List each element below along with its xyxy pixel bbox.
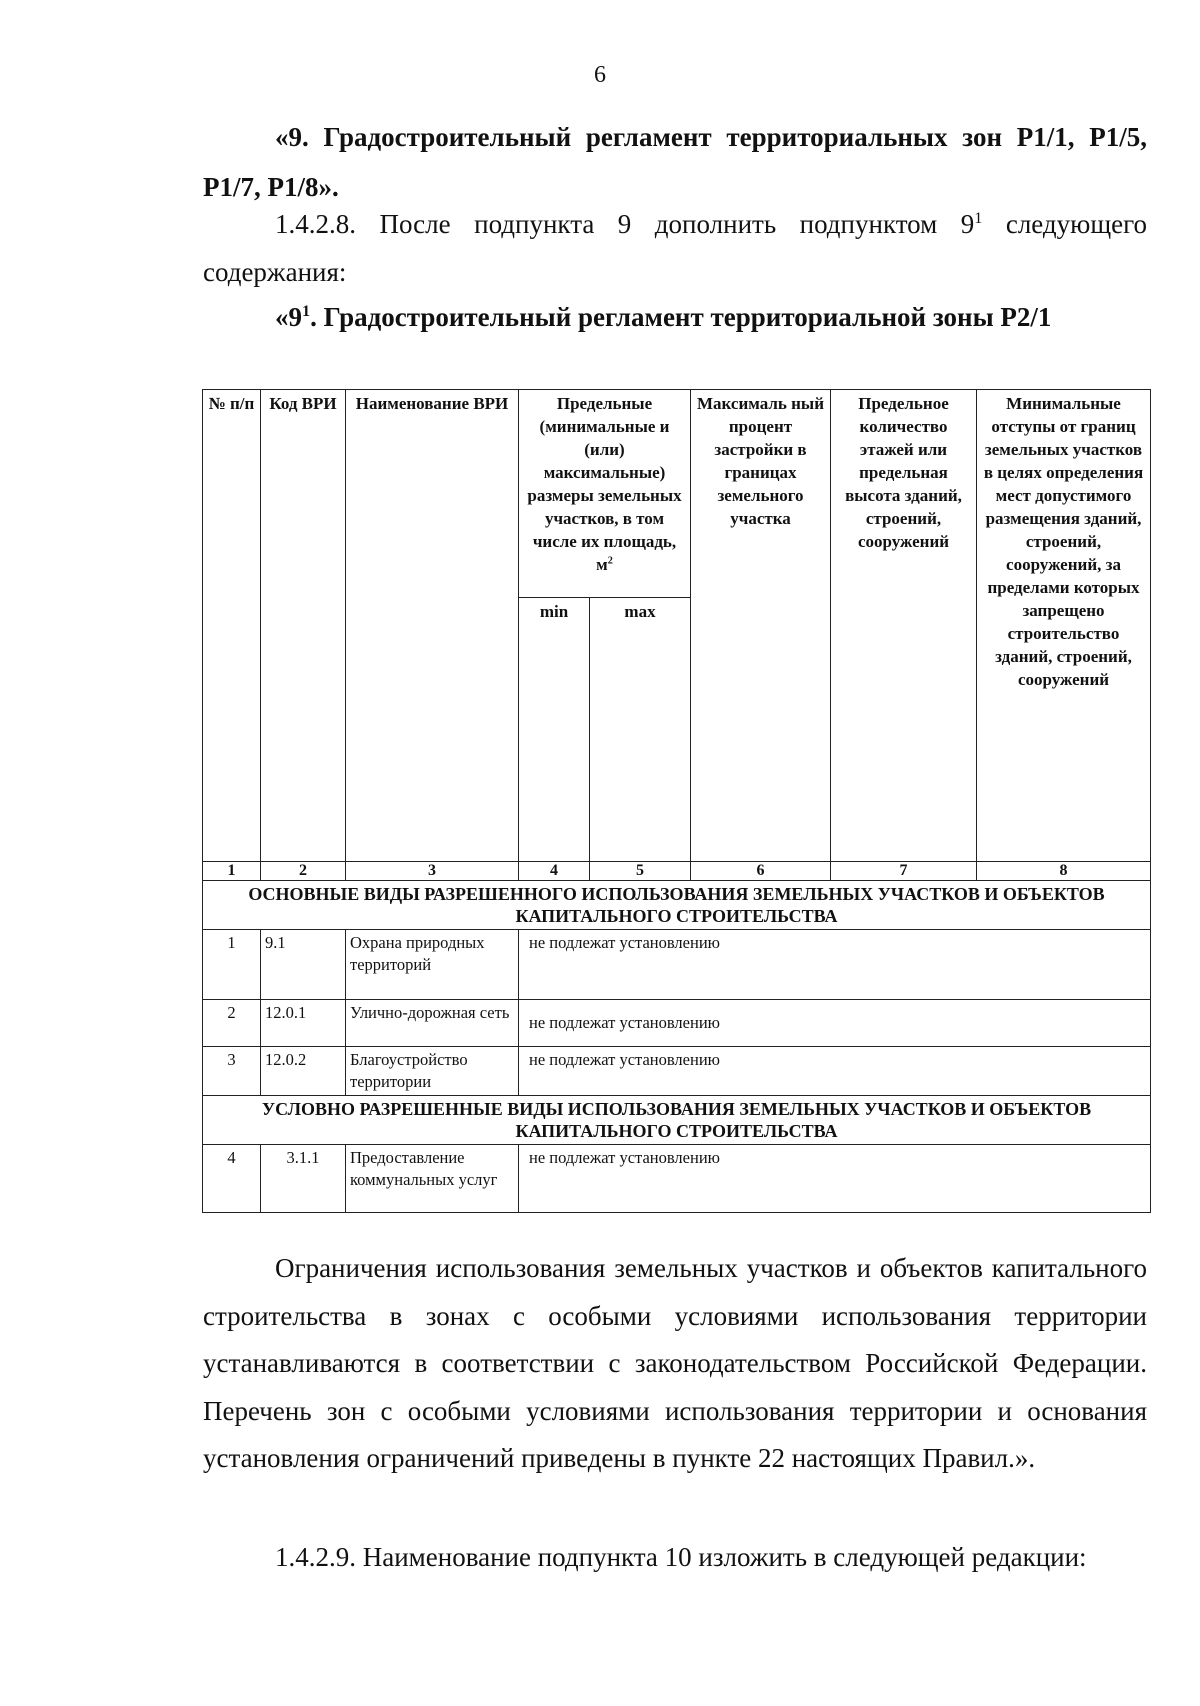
regulation-table [202,389,1151,1213]
row-num: 2 [203,1000,261,1047]
table-row [203,1145,1151,1213]
row-code: 12.0.2 [261,1047,346,1096]
row-name: Благоустройство территории [346,1047,519,1096]
row-num: 4 [203,1145,261,1213]
header-max: max [590,598,691,862]
column-number: 8 [977,862,1151,881]
row-name: Улично-дорожная сеть [346,1000,519,1047]
row-value: не подлежат установлению [519,1145,1151,1213]
table-header-row [203,390,1151,598]
column-number: 7 [831,862,977,881]
header-coverage: Максималь ный процент застройки в границах земельного участка [691,390,831,862]
clause-1-4-2-8-sup: 1 [974,209,983,227]
header-code: Код ВРИ [261,390,346,862]
heading-section-9: «9. Градостроительный регламент территориальных зон Р1/1, Р1/5, Р1/7, Р1/8». [203,122,1147,202]
section-title-conditional: УСЛОВНО РАЗРЕШЕННЫЕ ВИДЫ ИСПОЛЬЗОВАНИЯ ЗЕМЕЛЬНЫХ УЧАСТКОВ И ОБЪЕКТОВ КАПИТАЛЬНОГО СТРОИТЕЛЬСТВА [203,1096,1151,1145]
table-row [203,930,1151,1000]
row-num: 3 [203,1047,261,1096]
header-setbacks: Минимальные отступы от границ земельных участков в целях определения мест допустимого размещения зданий, строений, сооружений, за пределами которых запрещено строительство зданий, строений, сооружений [977,390,1151,862]
clause-1-4-2-8 [203,200,1147,296]
row-value: не подлежат установлению [519,1000,1151,1047]
column-number: 3 [346,862,519,881]
clause-1-4-2-8-text-end: следующего содержания: [203,209,1148,287]
restrictions-paragraph: Ограничения использования земельных участков и объектов капитального строительства в зонах с особыми условиями использования территории устанавливаются в соответствии с законодательством Российской Федерации. Перечень зон с особыми условиями использования территории и основания установления ограничений приведены в пункте 22 настоящих Правил.». [203,1253,1147,1473]
section-row-conditional [203,1096,1151,1145]
header-plot-size-sup: 2 [607,555,613,567]
header-name: Наименование ВРИ [346,390,519,862]
heading-9-1-sup: 1 [302,302,311,320]
clause-1-4-2-8-text: 1.4.2.8. После подпункта 9 дополнить подпунктом 9 [275,209,975,239]
row-num: 1 [203,930,261,1000]
column-number: 1 [203,862,261,881]
row-value: не подлежат установлению [519,1047,1151,1096]
row-code: 9.1 [261,930,346,1000]
table-row [203,1000,1151,1047]
column-number: 2 [261,862,346,881]
table-row [203,1047,1151,1096]
heading-section-9-1 [203,293,1147,341]
column-number: 5 [590,862,691,881]
page-number: 6 [594,62,606,88]
row-code: 12.0.1 [261,1000,346,1047]
header-min: min [519,598,590,862]
row-name: Охрана природных территорий [346,930,519,1000]
header-num: № п/п [203,390,261,862]
column-number: 6 [691,862,831,881]
heading-9-1-suffix: . Градостроительный регламент территориальной зоны Р2/1 [310,302,1052,332]
column-number: 4 [519,862,590,881]
row-name: Предоставление коммунальных услуг [346,1145,519,1213]
row-code: 3.1.1 [261,1145,346,1213]
header-plot-size [519,390,691,598]
header-floors: Предельное количество этажей или предельная высота зданий, строений, сооружений [831,390,977,862]
section-title-main: ОСНОВНЫЕ ВИДЫ РАЗРЕШЕННОГО ИСПОЛЬЗОВАНИЯ ЗЕМЕЛЬНЫХ УЧАСТКОВ И ОБЪЕКТОВ КАПИТАЛЬНОГО СТРОИТЕЛЬСТВА [203,881,1151,930]
section-row-main [203,881,1151,930]
clause-1-4-2-9: 1.4.2.9. Наименование подпункта 10 изложить в следующей редакции: [275,1542,1087,1572]
row-value: не подлежат установлению [519,930,1151,1000]
column-number-row [203,862,1151,881]
header-plot-size-text: Предельные (минимальные и (или) максимальные) размеры земельных участков, в том числе их площадь, м [527,394,682,574]
heading-9-1-prefix: «9 [275,302,302,332]
